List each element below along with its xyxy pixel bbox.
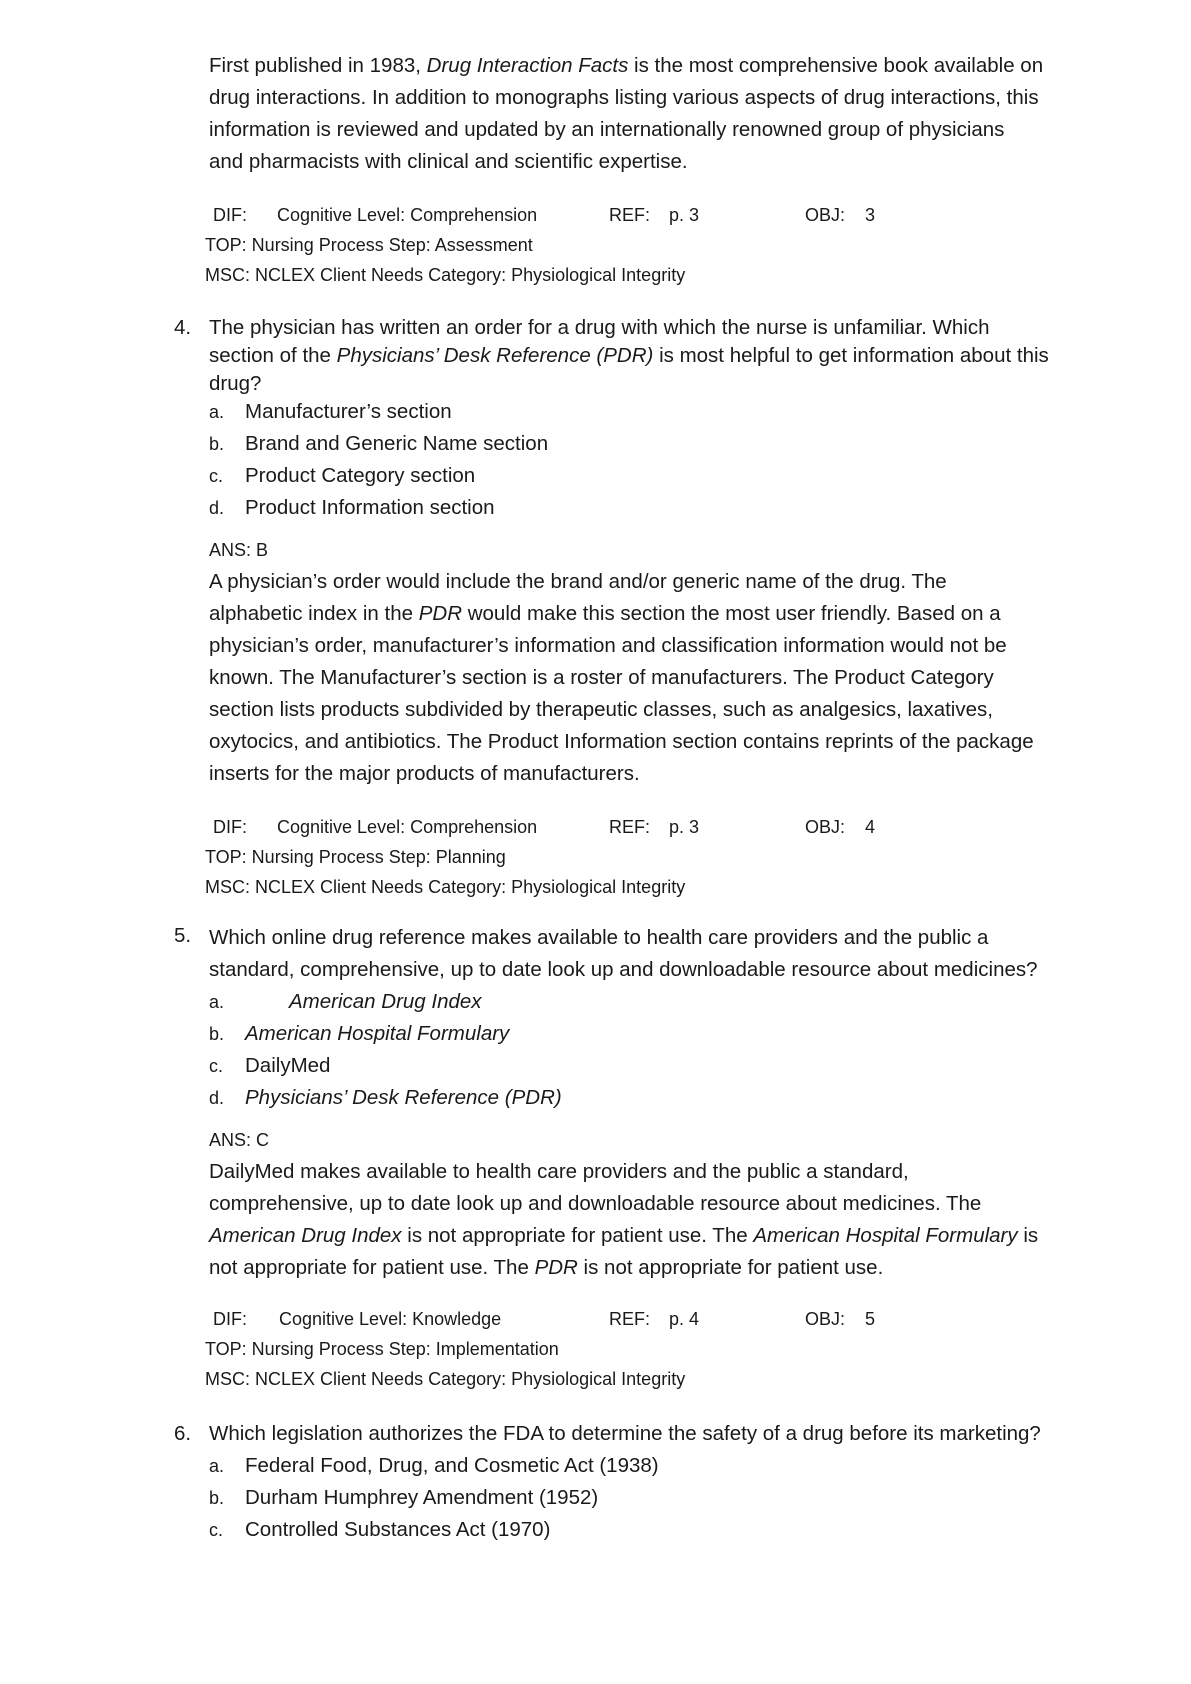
answer-key: ANS: B <box>209 540 269 560</box>
q4-metadata <box>205 812 1105 902</box>
ref-value: p. 3 <box>669 205 700 225</box>
msc: MSC: NCLEX Client Needs Category: Physiological Integrity <box>205 1369 686 1389</box>
book-title: American Drug Index <box>209 1224 402 1247</box>
option-a: a. Manufacturer’s section <box>209 400 452 423</box>
q3-rationale <box>209 50 1129 178</box>
q5-rationale: DailyMed makes available to health care providers and the public a standard, comprehensive, up to date look up and downloadable resource about medicines. The American Drug Index is not appropriate for patient use. The American Hospital Formulary is not appropriate for patient use. The PDR is not appropriate for patient use. <box>209 1160 1039 1279</box>
rationale-line: information is reviewed and updated by an internationally renowned group of physicians <box>209 118 1005 141</box>
ref-label: REF: <box>609 817 651 837</box>
book-title: PDR <box>418 602 463 625</box>
obj-label: OBJ: <box>805 1309 846 1329</box>
option-b: b. Brand and Generic Name section <box>209 432 549 455</box>
dif-label: DIF: <box>213 817 247 837</box>
ref-value: p. 4 <box>669 1309 700 1329</box>
obj-label: OBJ: <box>805 817 846 837</box>
book-title: Drug Interaction Facts <box>426 54 629 77</box>
msc: MSC: NCLEX Client Needs Category: Physiological Integrity <box>205 877 686 897</box>
option-a: a. American Drug Index <box>209 990 482 1013</box>
book-title: American Hospital Formulary <box>753 1224 1018 1247</box>
q5-metadata <box>205 1304 1105 1394</box>
option-c: c. DailyMed <box>209 1054 331 1077</box>
ref-label: REF: <box>609 205 651 225</box>
topic: TOP: Nursing Process Step: Planning <box>205 847 506 867</box>
q4-rationale: A physician’s order would include the brand and/or generic name of the drug. The alphabetic index in the PDR would make this section the most user friendly. Based on a physician’s order, manufacturer’s information and classification information would not be known. The Manufacturer’s section is a roster of manufacturers. The Product Category section lists products subdivided by therapeutic classes, such as analgesics, laxatives, oxytocics, and antibiotics. The Product Information section contains reprints of the package inserts for the major products of manufacturers. <box>209 570 1034 785</box>
dif-label: DIF: <box>213 1309 247 1329</box>
question-number: 6. <box>174 1422 192 1445</box>
option-d: d. Product Information section <box>209 496 495 519</box>
ref-value: p. 3 <box>669 817 700 837</box>
dif-label: DIF: <box>213 205 247 225</box>
obj-value: 5 <box>865 1309 876 1329</box>
option-b: b. Durham Humphrey Amendment (1952) <box>209 1486 599 1509</box>
option-d: d. Physicians’ Desk Reference (PDR) <box>209 1086 562 1109</box>
rationale-line: First published in 1983, Drug Interaction Facts is the most comprehensive book available on <box>209 54 1044 77</box>
obj-value: 3 <box>865 205 876 225</box>
dif-value: Cognitive Level: Comprehension <box>277 817 538 837</box>
question-stem: Which online drug reference makes available to health care providers and the public a standard, comprehensive, up to date look up and downloadable resource about medicines? <box>209 926 1038 981</box>
book-title: Physicians’ Desk Reference (PDR) <box>336 344 654 367</box>
book-title: PDR <box>534 1256 578 1279</box>
rationale-line: and pharmacists with clinical and scientific expertise. <box>209 150 688 173</box>
obj-label: OBJ: <box>805 205 846 225</box>
rationale-line: drug interactions. In addition to monographs listing various aspects of drug interactions, this <box>209 86 1039 109</box>
option-a: a. Federal Food, Drug, and Cosmetic Act (1938) <box>209 1454 659 1477</box>
dif-value: Cognitive Level: Knowledge <box>279 1309 502 1329</box>
ref-label: REF: <box>609 1309 651 1329</box>
question-number: 5. <box>174 924 192 947</box>
topic: TOP: Nursing Process Step: Assessment <box>205 235 533 255</box>
option-b: b. American Hospital Formulary <box>209 1022 510 1045</box>
question-number: 4. <box>174 316 192 339</box>
question-stem: Which legislation authorizes the FDA to determine the safety of a drug before its marketing? <box>209 1422 1041 1445</box>
q3-metadata <box>205 200 1105 290</box>
topic: TOP: Nursing Process Step: Implementation <box>205 1339 559 1359</box>
answer-key: ANS: C <box>209 1130 270 1150</box>
obj-value: 4 <box>865 817 876 837</box>
option-c: c. Product Category section <box>209 464 476 487</box>
question-stem: The physician has written an order for a drug with which the nurse is unfamiliar. Which section of the Physicians’ Desk Reference (PDR) is most helpful to get information about this drug? <box>209 316 1049 395</box>
option-c: c. Controlled Substances Act (1970) <box>209 1518 551 1541</box>
msc: MSC: NCLEX Client Needs Category: Physiological Integrity <box>205 265 686 285</box>
dif-value: Cognitive Level: Comprehension <box>277 205 538 225</box>
